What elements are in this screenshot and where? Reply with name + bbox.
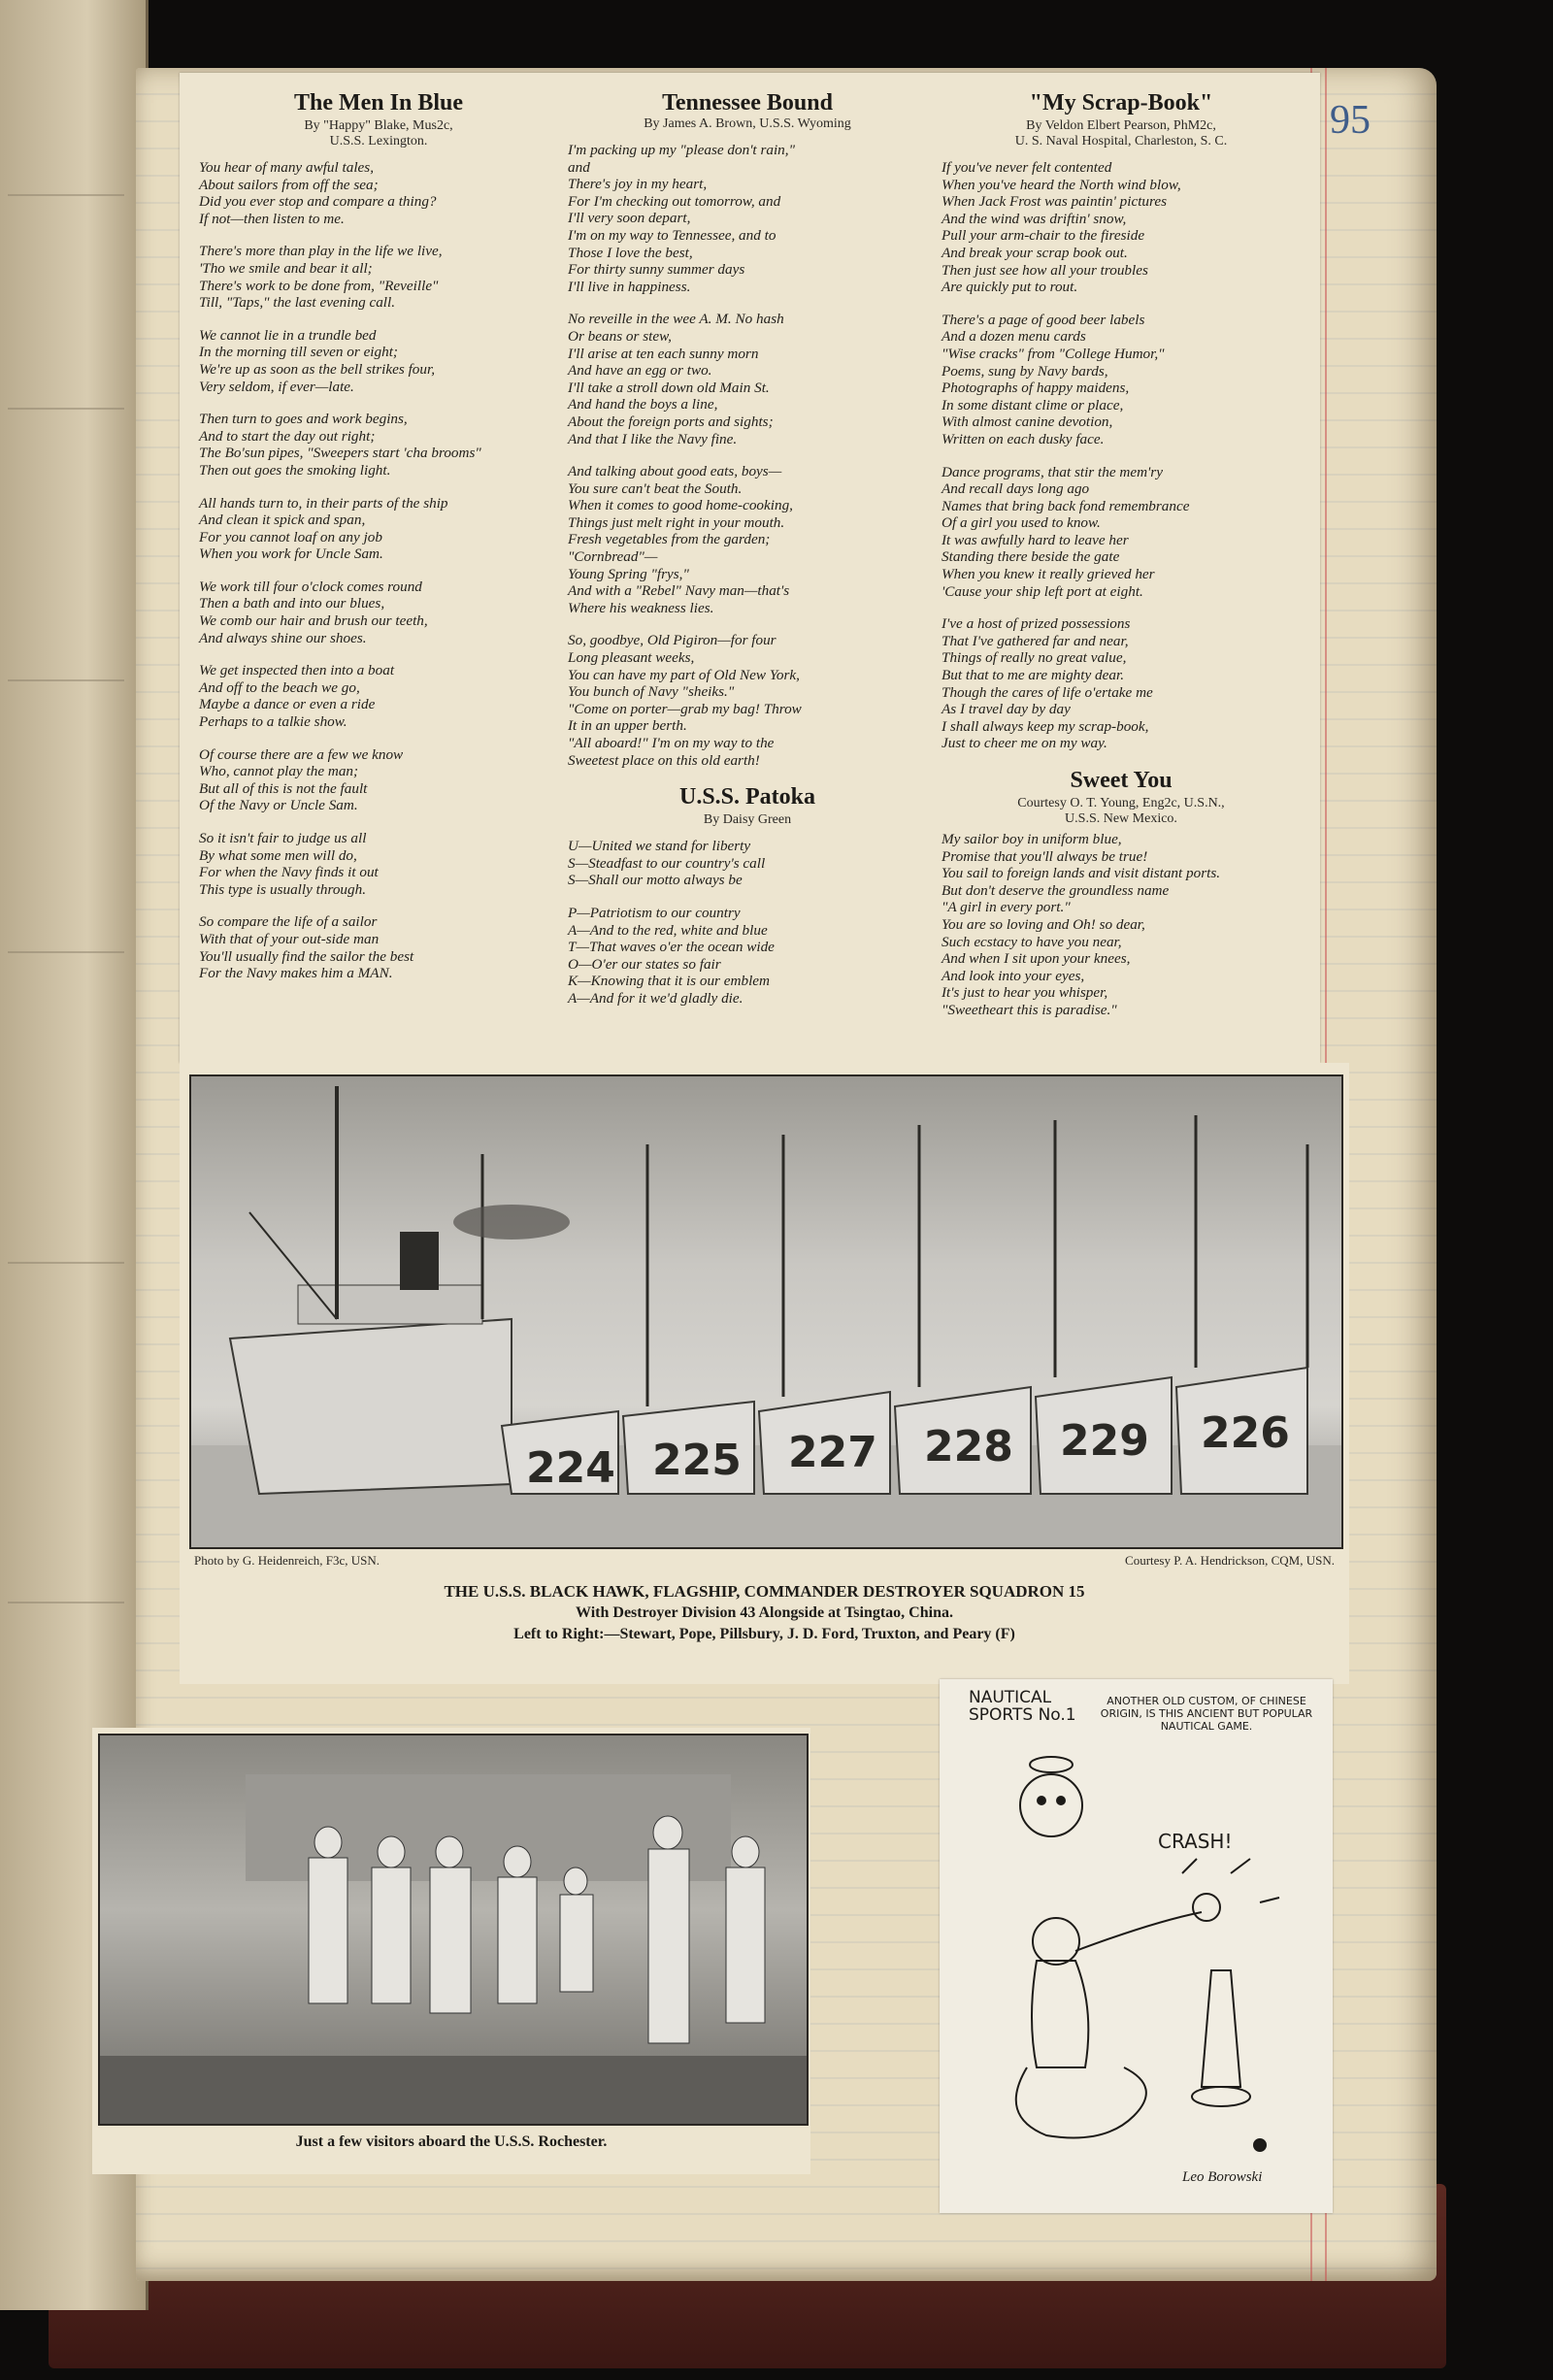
photo-credit: Photo by G. Heidenreich, F3c, USN.: [194, 1553, 380, 1568]
poem-title: Tennessee Bound: [662, 90, 833, 116]
cartoon-clipping: [940, 1679, 1333, 2213]
poem-stanza: We work till four o'clock comes round Then a bath and into our blues, We comb our hair and brush our teeth, And always shine our shoes.: [199, 578, 428, 646]
poem-stanza: Then turn to goes and work begins, And to start the day out right; The Bo'sun pipes, "Sweepers start 'cha brooms" Then out goes the smoking light.: [199, 411, 481, 479]
poem-stanza: No reveille in the wee A. M. No hash Or beans or stew, I'll arise at ten each sunny morn And have an egg or two. I'll take a stroll down old Main St. And hand the boys a line, About the foreign ports and sights; And that I like the Navy fine.: [568, 311, 784, 447]
poem-title: Sweet You: [1070, 768, 1173, 793]
poem-byline: By Veldon Elbert Pearson, PhM2c,: [1026, 118, 1216, 133]
poem-stanza: So it isn't fair to judge us all By what some men will do, For when the Navy finds it out This type is usually through.: [199, 830, 379, 898]
page-number: 95: [1330, 98, 1371, 143]
poem-byline: U.S.S. New Mexico.: [1065, 811, 1177, 826]
poem-stanza: There's more than play in the life we live, 'Tho we smile and bear it all; There's work to be done from, "Reveille" Till, "Taps," the last evening call.: [199, 243, 443, 312]
cartoon-signature: Leo Borowski: [1182, 2169, 1263, 2185]
photo-credit: Courtesy P. A. Hendrickson, CQM, USN.: [1125, 1553, 1335, 1568]
poem-byline: U.S.S. Lexington.: [329, 134, 428, 149]
poem-stanza: We get inspected then into a boat And off to the beach we go, Maybe a dance or even a ride Perhaps to a talkie show.: [199, 662, 395, 731]
poem-stanza: My sailor boy in uniform blue, Promise that you'll always be true! You sail to foreign lands and visit distant ports. But don't deserve the groundless name "A girl in every port." You are so loving and Oh! so dear, Such ecstacy to have you near, And when I sit upon your knees, And look into your eyes, It's just to hear you whisper, "Sweetheart this is paradise.": [942, 831, 1221, 1018]
hull-number-227: 227: [788, 1428, 877, 1477]
cartoon-subtitle: ANOTHER OLD CUSTOM, OF CHINESE ORIGIN, IS THIS ANCIENT BUT POPULAR NAUTICAL GAME.: [1100, 1695, 1313, 1733]
poem-byline: By James A. Brown, U.S.S. Wyoming: [644, 116, 851, 131]
photo-caption-title: THE U.S.S. BLACK HAWK, FLAGSHIP, COMMANDER DESTROYER SQUADRON 15: [444, 1582, 1085, 1601]
poem-stanza: I'm packing up my "please don't rain," and There's joy in my heart, For I'm checking out tomorrow, and I'll very soon depart, I'm on my way to Tennessee, and to Those I love the best, For thirty sunny summer days I'll live in happiness.: [568, 142, 795, 295]
poem-stanza: And talking about good eats, boys— You sure can't beat the South. When it comes to good home-cooking, Things just melt right in your mouth. Fresh vegetables from the garden; "Cornbread"— Young Spring "frys," And with a "Rebel" Navy man—that's Where his weakness lies.: [568, 463, 793, 616]
poems-clipping: [180, 73, 1320, 1063]
poem-byline: Courtesy O. T. Young, Eng2c, U.S.N.,: [1017, 796, 1225, 810]
ship-photo-illustration: [191, 1076, 1341, 1547]
poem-byline: U. S. Naval Hospital, Charleston, S. C.: [1014, 134, 1228, 149]
visitors-photo-caption: Just a few visitors aboard the U.S.S. Rochester.: [295, 2133, 608, 2150]
poem-byline: By Daisy Green: [703, 812, 792, 828]
hull-number-226: 226: [1201, 1408, 1290, 1458]
poem-stanza: If you've never felt contented When you've heard the North wind blow, When Jack Frost was paintin' pictures And the wind was driftin' snow, Pull your arm-chair to the fireside And break your scrap book out. Then just see how all your troubles Are quickly put to rout.: [942, 159, 1181, 296]
poem-column-1: [199, 90, 558, 998]
visitors-photo-clipping: [92, 1728, 810, 2174]
cartoon-title: NAUTICAL SPORTS No.1: [969, 1688, 1076, 1725]
poem-column-2: [568, 90, 927, 1023]
poem-title: U.S.S. Patoka: [678, 784, 816, 810]
photo-caption-subtitle: With Destroyer Division 43 Alongside at Tsingtao, China.: [576, 1604, 953, 1621]
poem-stanza: Dance programs, that stir the mem'ry And recall days long ago Names that bring back fond remembrance Of a girl you used to know. It was awfully hard to leave her Standing there beside the gate When you knew it really grieved her 'Cause your ship left port at eight.: [942, 463, 1190, 600]
photo-caption-names: Left to Right:—Stewart, Pope, Pillsbury, J. D. Ford, Truxton, and Peary (F): [513, 1626, 1015, 1642]
poem-stanza: U—United we stand for liberty S—Steadfast to our country's call S—Shall our motto always be: [568, 838, 766, 889]
poem-stanza: Of course there are a few we know Who, cannot play the man; But all of this is not the fault Of the Navy or Uncle Sam.: [199, 745, 404, 814]
poem-stanza: We cannot lie in a trundle bed In the morning till seven or eight; We're up as soon as the bell strikes four, Very seldom, if ever—late.: [199, 326, 436, 395]
ship-photo-clipping: [180, 1063, 1349, 1684]
cartoon-sound-effect: CRASH!: [1158, 1830, 1233, 1853]
poem-stanza: So, goodbye, Old Pigiron—for four Long pleasant weeks, You can have my part of Old New York, You bunch of Navy "sheiks." "Come on porter—grab my bag! Throw It in an upper berth. "All aboard!" I'm on my way to the Sweetest place on this old earth!: [568, 632, 802, 769]
poem-byline: By "Happy" Blake, Mus2c,: [304, 118, 453, 133]
hull-number-228: 228: [924, 1422, 1013, 1471]
poem-stanza: All hands turn to, in their parts of the ship And clean it spick and span, For you cannot loaf on any job When you work for Uncle Sam.: [199, 494, 448, 563]
hull-number-229: 229: [1060, 1416, 1149, 1466]
poem-title: The Men In Blue: [293, 90, 464, 116]
poem-stanza: You hear of many awful tales, About sailors from off the sea; Did you ever stop and compare a thing? If not—then listen to me.: [199, 159, 437, 227]
poem-stanza: P—Patriotism to our country A—And to the red, white and blue T—That waves o'er the ocean wide O—O'er our states so fair K—Knowing that it is our emblem A—And for it we'd gladly die.: [568, 904, 775, 1007]
poem-title: "My Scrap-Book": [1029, 90, 1213, 116]
visitors-photo-illustration: [100, 1735, 807, 2124]
poem-stanza: There's a page of good beer labels And a dozen menu cards "Wise cracks" from "College Humor," Poems, sung by Navy bards, Photographs of happy maidens, In some distant clime or place, With almost canine devotion, Written on each dusky face.: [942, 311, 1165, 447]
visitors-photo: [98, 1734, 809, 2126]
hull-number-224: 224: [526, 1443, 615, 1493]
poem-column-3: [942, 90, 1301, 1035]
poem-stanza: I've a host of prized possessions That I've gathered far and near, Things of really no great value, But that to me are mighty dear. Though the cares of life o'ertake me As I travel day by day I shall always keep my scrap-book, Just to cheer me on my way.: [942, 615, 1153, 752]
poem-stanza: So compare the life of a sailor With that of your out-side man You'll usually find the sailor the best For the Navy makes him a MAN.: [199, 913, 414, 982]
ship-photo: [189, 1074, 1343, 1549]
hull-number-225: 225: [652, 1436, 742, 1485]
cartoon-illustration: [940, 1679, 1333, 2213]
